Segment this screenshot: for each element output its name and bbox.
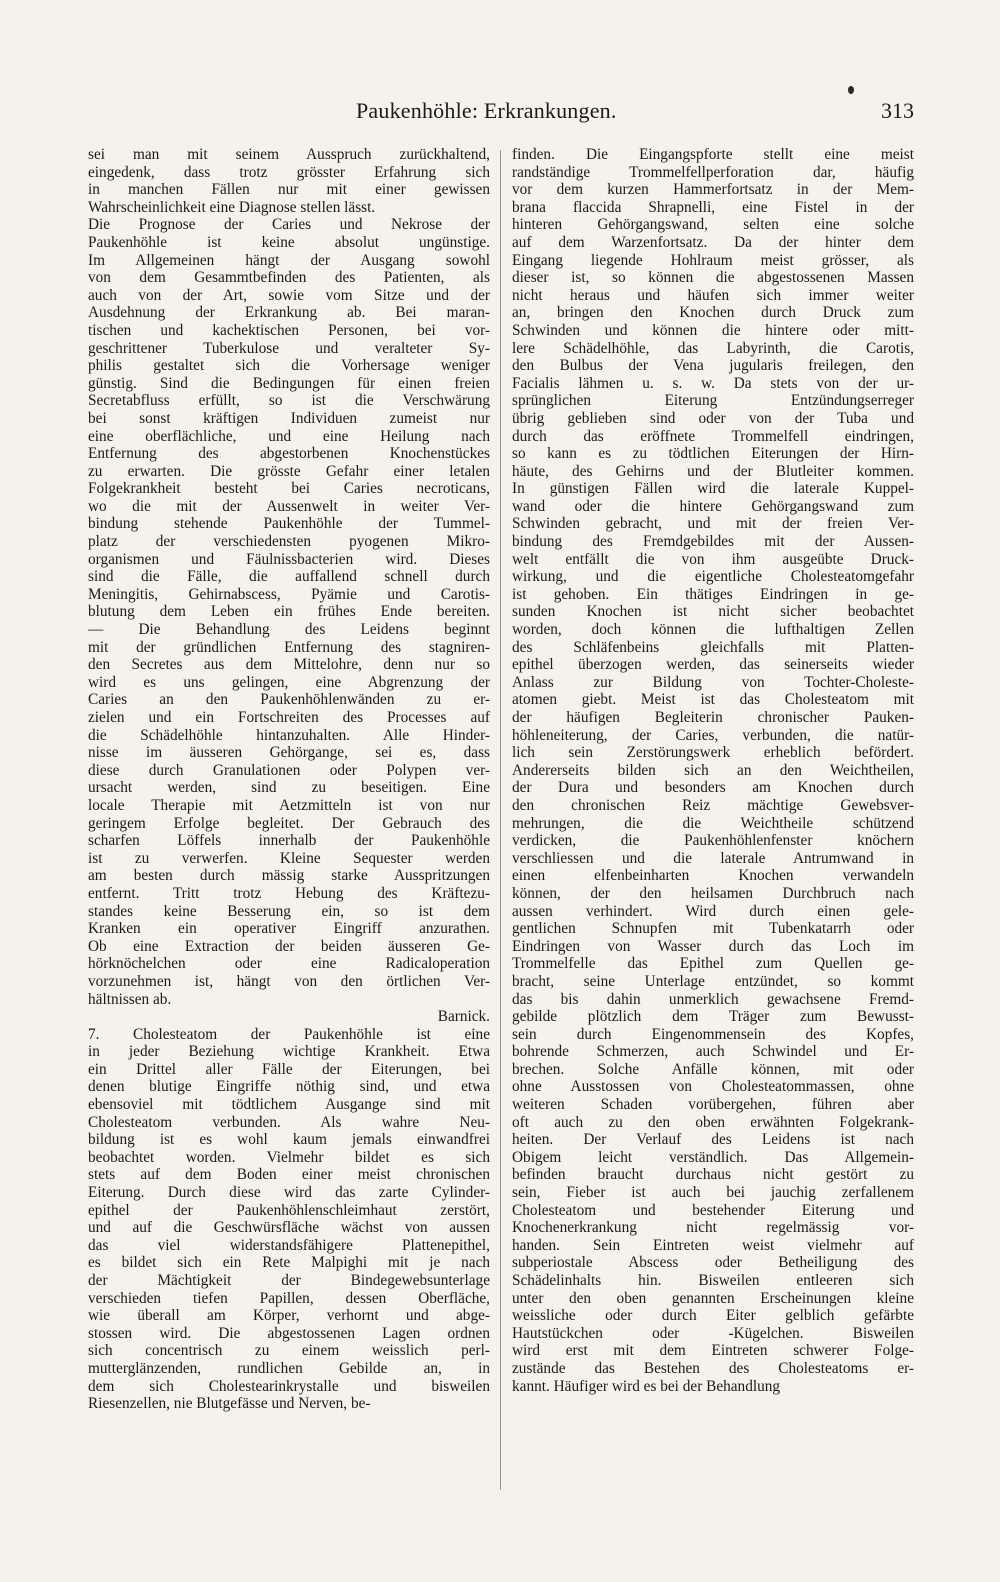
text-line: bindung stehende Paukenhöhle der Tummel- <box>88 515 490 533</box>
text-line: nicht heraus und häufen sich immer weiter <box>512 286 914 304</box>
text-line: 7. Cholesteatom der Paukenhöhle ist eine <box>88 1025 490 1043</box>
text-line: können, der den heilsamen Durchbruch nach <box>512 884 914 902</box>
text-line: den Bulbus der Vena jugularis freilegen, den <box>512 357 914 375</box>
text-line: lere Schädelhöhle, das Labyrinth, die Carotis, <box>512 339 914 357</box>
text-line: diese durch Granulationen oder Polypen ver- <box>88 761 490 779</box>
text-line: das bis dahin unmerklich gewachsene Fremd- <box>512 990 914 1008</box>
text-line: vor dem kurzen Hammerfortsatz in der Mem- <box>512 181 914 199</box>
text-line: befinden braucht durchaus nicht gestört zu <box>512 1166 914 1184</box>
text-line: eingedenk, dass trotz grösster Erfahrung sich <box>88 163 490 181</box>
text-line: stets auf dem Boden einer meist chronischen <box>88 1166 490 1184</box>
text-line: organismen und Fäulnissbacterien wird. Dieses <box>88 550 490 568</box>
text-line: der Dura und besonders am Knochen durch <box>512 779 914 797</box>
text-line: von dem Gesammtbefinden des Patienten, als <box>88 269 490 287</box>
text-line: wird es uns gelingen, eine Abgrenzung der <box>88 673 490 691</box>
text-line: mit der gründlichen Entfernung des stagniren- <box>88 638 490 656</box>
text-line: Schwinden gebracht, und mit der freien Ver- <box>512 515 914 533</box>
text-line: gentlichen Schnupfen mit Tubenkatarrh oder <box>512 920 914 938</box>
text-line: sunden Knochen ist nicht sicher beobachtet <box>512 603 914 621</box>
text-line: Eindringen von Wasser durch das Loch im <box>512 937 914 955</box>
text-line: den Secretes aus dem Mittelohre, denn nur so <box>88 656 490 674</box>
text-line: Eiterung. Durch diese wird das zarte Cylinder- <box>88 1184 490 1202</box>
text-line: welt entfällt die von ihm ausgeübte Druck- <box>512 550 914 568</box>
text-line: finden. Die Eingangspforte stellt eine meist <box>512 146 914 163</box>
text-line: Obigem leicht verständlich. Das Allgemein- <box>512 1148 914 1166</box>
text-line: Schädelinhalts hin. Bisweilen entleeren sich <box>512 1272 914 1289</box>
text-line: subperiostale Abscess oder Betheiligung des <box>512 1254 914 1272</box>
text-line: ist zu verwerfen. Kleine Sequester werden <box>88 849 490 867</box>
text-line: randständige Trommelfellperforation dar, häufig <box>512 163 914 181</box>
text-line: epithel der Paukenhöhlenschleimhaut zerstört, <box>88 1201 490 1219</box>
text-line: mehrungen, die die Weichtheile schützend <box>512 814 914 832</box>
text-line: Eingang liegende Hohlraum meist grösser, als <box>512 251 914 269</box>
text-line: Cholesteatom verbunden. Als wahre Neu- <box>88 1113 490 1131</box>
text-line: blutung dem Leben ein frühes Ende bereiten. <box>88 603 490 621</box>
text-line: ohne Ausstossen von Cholesteatommassen, ohne <box>512 1078 914 1096</box>
text-line: das viel widerstandsfähigere Plattenepithel, <box>88 1236 490 1254</box>
text-line: sprünglichen Eiterung Entzündungserreger <box>512 392 914 410</box>
text-line: geschrittener Tuberkulose und veralteter Sy- <box>88 339 490 357</box>
text-line: die Schädelhöhle hintanzuhalten. Alle Hinder- <box>88 726 490 744</box>
text-line: den chronischen Reiz mächtige Gewebsver- <box>512 796 914 814</box>
text-line: stossen wird. Die abgestossenen Lagen ordnen <box>88 1324 490 1342</box>
text-line: es bildet sich ein Rete Malpighi mit je nach <box>88 1254 490 1272</box>
text-line: dem sich Cholestearinkrystalle und bisweilen <box>88 1377 490 1395</box>
text-line: zielen und ein Fortschreiten des Processes auf <box>88 709 490 726</box>
running-head <box>88 98 914 128</box>
text-line: dieser ist, so können die abgestossenen Massen <box>512 269 914 287</box>
text-line: hältnissen ab. <box>88 990 172 1008</box>
text-line: sei man mit seinem Ausspruch zurückhaltend, <box>88 146 490 163</box>
text-line: tischen und kachektischen Personen, bei vor- <box>88 321 490 339</box>
text-line: In günstigen Fällen wird die laterale Kuppel- <box>512 480 914 498</box>
text-line: standes keine Besserung ein, so ist dem <box>88 902 490 920</box>
text-line: Knochenerkrankung nicht regelmässig vor- <box>512 1219 914 1237</box>
text-line: in manchen Fällen nur mit einer gewissen <box>88 181 490 199</box>
text-line: Folgekrankheit besteht bei Caries necroticans, <box>88 480 490 498</box>
text-line: wird erst mit dem Eintreten schwerer Folge- <box>512 1342 914 1360</box>
text-line: vorzunehmen ist, hängt von den örtlichen Ver- <box>88 972 490 990</box>
text-line: unter den oben genannten Erscheinungen kleine <box>512 1289 914 1307</box>
text-line: epithel überzogen werden, das seinerseits wieder <box>512 656 914 674</box>
text-line: zustände das Bestehen des Cholesteatoms er- <box>512 1359 914 1377</box>
text-line: bindung des Fremdgebildes mit der Aussen- <box>512 533 914 551</box>
text-line: nisse im äusseren Gehörgange, sei es, dass <box>88 744 490 762</box>
text-line: Hautstückchen oder -Kügelchen. Bisweilen <box>512 1324 914 1342</box>
text-line: beobachtet worden. Vielmehr bildet es sich <box>88 1148 490 1166</box>
text-line: bei sonst kräftigen Individuen zumeist nur <box>88 409 490 427</box>
text-line: Secretabfluss erfüllt, so ist die Verschwärung <box>88 392 490 410</box>
text-line: Facialis lähmen u. s. w. Da stets von der ur- <box>512 374 914 392</box>
text-line: höhleneiterung, der Caries, verbunden, die natür- <box>512 726 914 744</box>
text-line: übrig geblieben sind oder von der Tuba und <box>512 409 914 427</box>
text-line: Im Allgemeinen hängt der Ausgang sowohl <box>88 251 490 269</box>
text-line: Meningitis, Gehirnabscess, Pyämie und Carotis- <box>88 585 490 603</box>
text-line: des Schläfenbeins gleichfalls mit Platten- <box>512 638 914 656</box>
text-line: atomen giebt. Meist ist das Cholesteatom mit <box>512 691 914 709</box>
text-line: Ausdehnung der Erkrankung ab. Bei maran- <box>88 304 490 322</box>
text-line: gebilde plötzlich dem Träger zum Bewusst- <box>512 1008 914 1026</box>
text-line: Ob eine Extraction der beiden äusseren Ge- <box>88 937 490 955</box>
text-line: entfernt. Tritt trotz Hebung des Kräftezu- <box>88 884 490 902</box>
text-line: lich sein Zerstörungswerk erheblich befördert. <box>512 744 914 762</box>
text-line: Andererseits bilden sich an den Weichtheilen, <box>512 761 914 779</box>
text-line: hinteren Gehörgangswand, selten eine solche <box>512 216 914 234</box>
running-title: Paukenhöhle: Erkrankungen. <box>356 98 617 123</box>
text-line: der Mächtigkeit der Bindegewebsunterlage <box>88 1272 490 1289</box>
text-line: wie überall am Körper, verhornt und abge- <box>88 1307 490 1325</box>
text-line: weissliche oder durch Eiter gelblich gefärbte <box>512 1307 914 1325</box>
text-line: in jeder Beziehung wichtige Krankheit. Etwa <box>88 1043 490 1061</box>
text-line: weiteren Schaden vorübergehen, führen aber <box>512 1096 914 1114</box>
text-line: sein, Fieber ist auch bei jauchig zerfallenem <box>512 1184 914 1202</box>
text-line: geringem Erfolge begleitet. Der Gebrauch des <box>88 814 490 832</box>
text-line: auf dem Warzenfortsatz. Da der hinter dem <box>512 233 914 251</box>
text-line: Paukenhöhle ist keine absolut ungünstige. <box>88 233 490 251</box>
text-line: an, bringen den Knochen durch Druck zum <box>512 304 914 322</box>
text-line: scharfen Löffels innerhalb der Paukenhöhle <box>88 832 490 850</box>
text-line: Die Prognose der Caries und Nekrose der <box>88 216 490 234</box>
text-line: — Die Behandlung des Leidens beginnt <box>88 621 490 639</box>
text-line: Entfernung des abgestorbenen Knochenstückes <box>88 445 490 463</box>
text-line: sich concentrisch zu einem weisslich perl- <box>88 1342 490 1360</box>
text-line: ein Drittel aller Fälle der Eiterungen, bei <box>88 1060 490 1078</box>
text-line: verschieden tiefen Papillen, dessen Oberfläche, <box>88 1289 490 1307</box>
text-line: brechen. Solche Anfälle können, mit oder <box>512 1060 914 1078</box>
text-line: kannt. Häufiger wird es bei der Behandlung <box>512 1377 781 1395</box>
text-line: brana flaccida Shrapnelli, eine Fistel in der <box>512 198 914 216</box>
text-line: worden, doch können die lufthaltigen Zellen <box>512 621 914 639</box>
text-line: häute, des Gehirns und der Blutleiter kommen. <box>512 462 914 480</box>
text-line: ebensoviel mit tödtlichem Ausgange sind mit <box>88 1096 490 1114</box>
text-line: der häufigen Begleiterin chronischer Pauken- <box>512 709 914 726</box>
text-line: so kann es zu tödtlichen Eiterungen der Hirn- <box>512 445 914 463</box>
text-line: sind die Fälle, die auffallend schnell durch <box>88 568 490 586</box>
text-line: heiten. Der Verlauf des Leidens ist nach <box>512 1131 914 1149</box>
text-line: Barnick. <box>437 1008 490 1026</box>
column-divider <box>500 150 501 1490</box>
text-line: und auf die Geschwürsfläche wächst von aussen <box>88 1219 490 1237</box>
text-line: locale Therapie mit Aetzmitteln ist von nur <box>88 796 490 814</box>
text-line: wo die mit der Aussenwelt in weiter Ver- <box>88 497 490 515</box>
text-line: verschliessen und die laterale Antrumwand in <box>512 849 914 867</box>
text-line: am besten durch mässig starke Ausspritzungen <box>88 867 490 885</box>
page-number: 313 <box>881 98 914 123</box>
text-line: Riesenzellen, nie Blutgefässe und Nerven, be- <box>88 1395 371 1413</box>
text-line: zu erwarten. Die grösste Gefahr einer letalen <box>88 462 490 480</box>
text-line: mutterglänzenden, rundlichen Gebilde an, in <box>88 1359 490 1377</box>
text-line: Trommelfelle das Epithel zum Quellen ge- <box>512 955 914 973</box>
text-line: günstig. Sind die Bedingungen für einen freien <box>88 374 490 392</box>
text-line: denen blutige Eingriffe nöthig sind, und etwa <box>88 1078 490 1096</box>
text-line: oft auch zu den oben erwähnten Folgekrank- <box>512 1113 914 1131</box>
text-line: verdicken, die Paukenhöhlenfenster knöchern <box>512 832 914 850</box>
text-line: Wahrscheinlichkeit eine Diagnose stellen lässt. <box>88 198 376 216</box>
text-line: bildung ist es wohl kaum jemals einwandfrei <box>88 1131 490 1149</box>
text-line: Caries an den Paukenhöhlenwänden zu er- <box>88 691 490 709</box>
left-column <box>88 146 490 1413</box>
text-line: eine oberflächliche, und eine Heilung nach <box>88 427 490 445</box>
text-line: Schwinden und können die hintere oder mitt- <box>512 321 914 339</box>
text-line: auch von der Art, sowie vom Sitze und der <box>88 286 490 304</box>
text-line: platz der verschiedensten pyogenen Mikro- <box>88 533 490 551</box>
text-line: wirkung, und die eigentliche Cholesteatomgefahr <box>512 568 914 586</box>
ink-spot <box>848 86 854 94</box>
text-line: einen elfenbeinharten Knochen verwandeln <box>512 867 914 885</box>
right-column <box>512 146 914 1395</box>
text-line: Kranken ein operativer Eingriff anzurathen. <box>88 920 490 938</box>
text-line: handen. Sein Eintreten weist vielmehr auf <box>512 1236 914 1254</box>
text-line: bohrende Schmerzen, auch Schwindel und Er- <box>512 1043 914 1061</box>
text-line: sein durch Eingenommensein des Kopfes, <box>512 1025 914 1043</box>
text-line: wand oder die hintere Gehörgangswand zum <box>512 497 914 515</box>
text-line: bracht, seine Unterlage entzündet, so kommt <box>512 972 914 990</box>
text-line: durch das eröffnete Trommelfell eindringen, <box>512 427 914 445</box>
text-line: philis gestaltet sich die Vorhersage weniger <box>88 357 490 375</box>
text-line: hörknöchelchen oder eine Radicaloperation <box>88 955 490 973</box>
text-line: Cholesteatom und bestehender Eiterung und <box>512 1201 914 1219</box>
text-line: aussen verhindert. Wird durch einen gele- <box>512 902 914 920</box>
text-line: ist gehoben. Ein thätiges Eindringen in ge- <box>512 585 914 603</box>
text-line: Anlass zur Bildung von Tochter-Choleste- <box>512 673 914 691</box>
text-line: ursacht werden, sind zu beseitigen. Eine <box>88 779 490 797</box>
